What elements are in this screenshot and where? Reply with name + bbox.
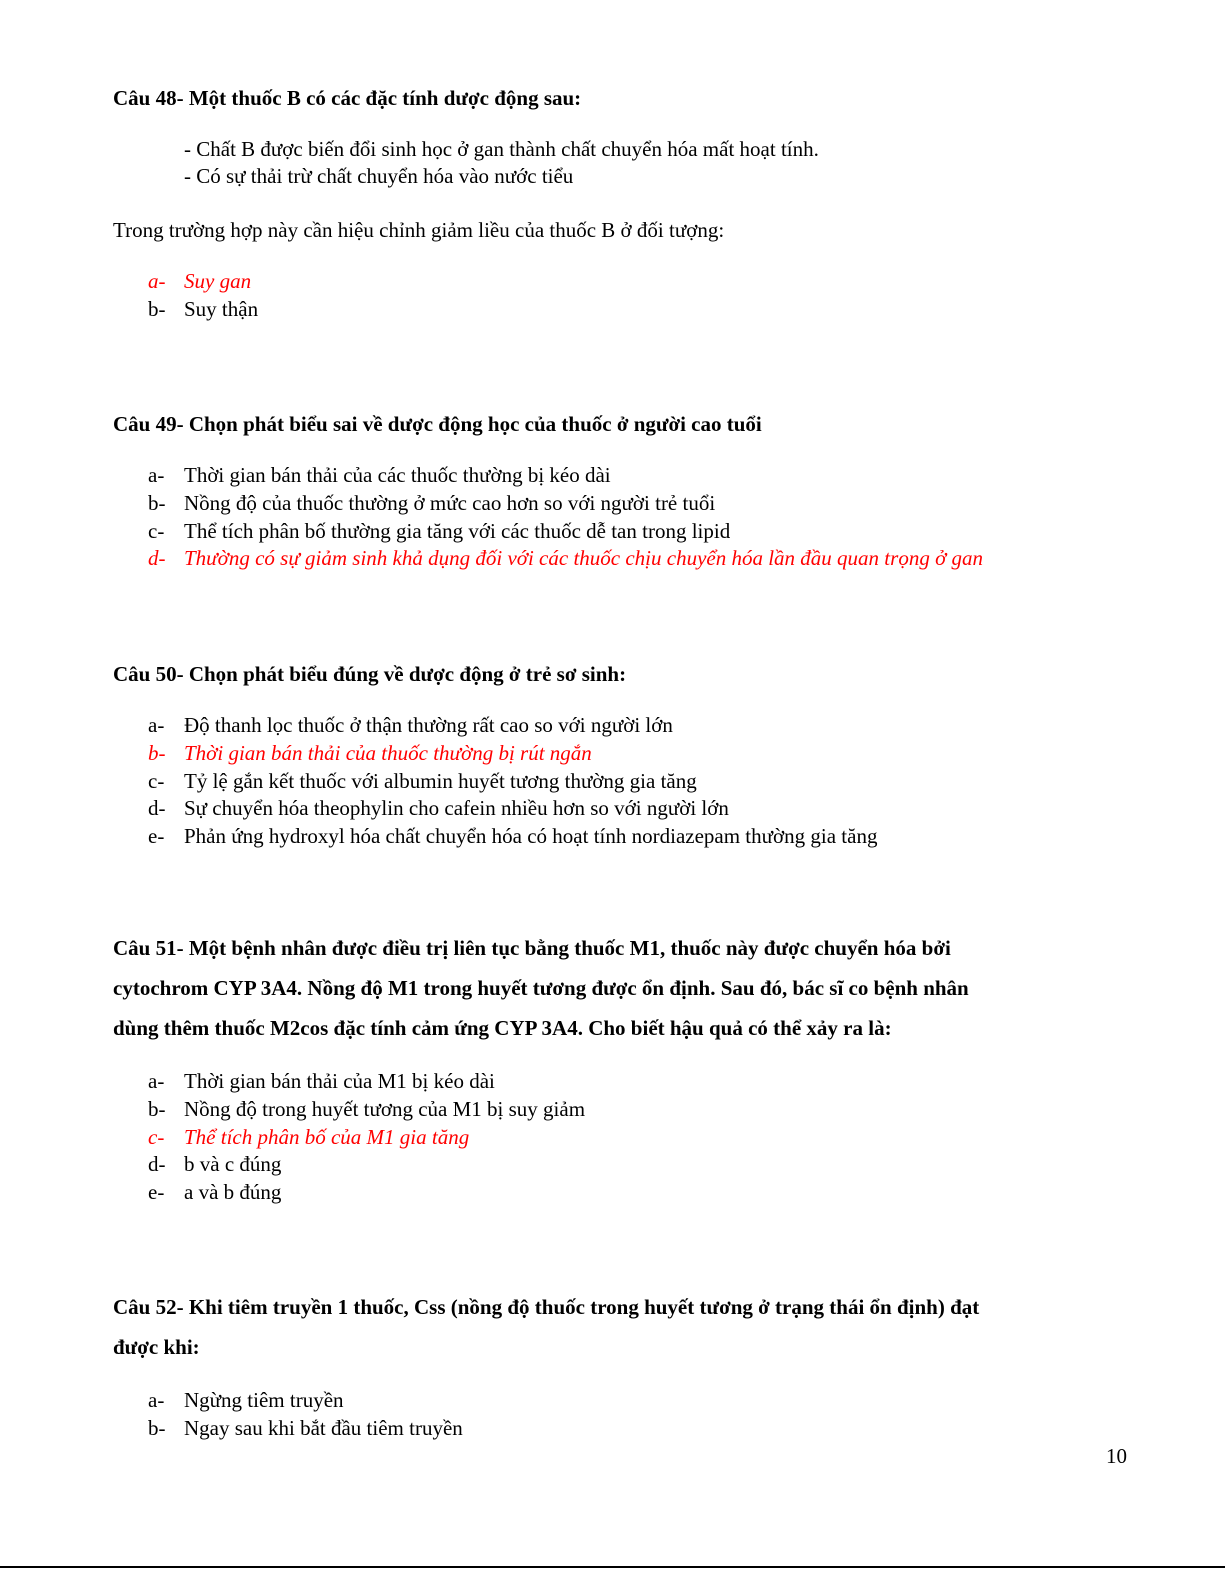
option-letter: e- <box>148 1180 165 1205</box>
answer-option-c <box>148 768 1113 796</box>
answer-options <box>148 462 1113 573</box>
detail-line: - Có sự thải trừ chất chuyển hóa vào nước tiểu <box>184 164 574 188</box>
option-letter: e- <box>148 824 165 849</box>
option-text: Thời gian bán thải của các thuốc thường bị kéo dài <box>184 463 611 487</box>
option-letter: a- <box>148 269 166 293</box>
option-text: Ngay sau khi bắt đầu tiêm truyền <box>184 1415 463 1440</box>
question-51 <box>113 928 1113 1207</box>
option-letter: a- <box>148 1388 165 1412</box>
option-letter: a- <box>148 463 165 487</box>
question-title <box>113 1287 1113 1367</box>
answer-option-b <box>148 490 1113 518</box>
answer-options <box>148 268 1113 324</box>
option-letter: d- <box>148 796 166 821</box>
answer-option-a <box>148 712 1113 740</box>
answer-option-d <box>148 1151 1113 1179</box>
answer-option-a <box>148 462 1113 490</box>
question-stem: Trong trường hợp này cần hiệu chỉnh giảm liều của thuốc B ở đối tượng: <box>113 218 725 242</box>
question-title-line: dùng thêm thuốc M2cos đặc tính cảm ứng CYP 3A4. Cho biết hậu quả có thể xảy ra là: <box>113 1016 892 1040</box>
page-bottom-divider <box>0 1566 1225 1568</box>
question-title <box>113 928 1113 1048</box>
option-letter: b- <box>148 1096 166 1121</box>
option-letter: b- <box>148 740 166 765</box>
question-48 <box>113 84 1113 324</box>
option-text: Thời gian bán thải của M1 bị kéo dài <box>184 1069 495 1093</box>
answer-option-b <box>148 1096 1113 1124</box>
question-title: Câu 49- Chọn phát biểu sai về dược động học của thuốc ở người cao tuổi <box>113 412 762 436</box>
answer-option-d <box>148 795 1113 823</box>
answer-options <box>148 1387 1113 1443</box>
question-title-line: được khi: <box>113 1335 200 1359</box>
question-details <box>184 136 1113 190</box>
answer-option-a <box>148 268 1113 296</box>
option-text: Thường có sự giảm sinh khả dụng đối với các thuốc chịu chuyển hóa lần đầu quan trọng ở gan <box>184 546 984 571</box>
question-52 <box>113 1287 1113 1443</box>
option-letter: a- <box>148 713 165 737</box>
option-text: Thể tích phân bố của M1 gia tăng <box>184 1124 470 1149</box>
option-text: Ngừng tiêm truyền <box>184 1388 344 1412</box>
answer-option-b <box>148 740 1113 768</box>
question-title-line: Câu 51- Một bệnh nhân được điều trị liên tục bằng thuốc M1, thuốc này được chuyển hóa bởi <box>113 936 951 960</box>
answer-option-a <box>148 1068 1113 1096</box>
answer-option-a <box>148 1387 1113 1415</box>
option-text: Độ thanh lọc thuốc ở thận thường rất cao so với người lớn <box>184 713 673 737</box>
option-text: Thời gian bán thải của thuốc thường bị rút ngắn <box>184 740 592 765</box>
question-title: Câu 48- Một thuốc B có các đặc tính dược động sau: <box>113 86 582 110</box>
option-text: Suy thận <box>184 296 259 321</box>
option-text: Suy gan <box>184 269 252 293</box>
question-50 <box>113 660 1113 851</box>
page-number: 10 <box>1106 1444 1127 1468</box>
question-title: Câu 50- Chọn phát biểu đúng về dược động ở trẻ sơ sinh: <box>113 662 627 686</box>
answer-option-d <box>148 545 1113 573</box>
option-text: Thể tích phân bố thường gia tăng với các thuốc dễ tan trong lipid <box>184 518 731 543</box>
option-text: Nồng độ trong huyết tương của M1 bị suy giảm <box>184 1096 586 1121</box>
option-text: a và b đúng <box>184 1180 282 1205</box>
option-letter: c- <box>148 768 165 793</box>
question-49 <box>113 410 1113 573</box>
answer-options <box>148 712 1113 851</box>
option-text: b và c đúng <box>184 1152 282 1177</box>
answer-option-c <box>148 518 1113 546</box>
option-letter: c- <box>148 1124 165 1149</box>
answer-option-e <box>148 1179 1113 1207</box>
option-letter: a- <box>148 1069 165 1093</box>
answer-option-b <box>148 1415 1113 1443</box>
option-text: Nồng độ của thuốc thường ở mức cao hơn so với người trẻ tuổi <box>184 490 716 515</box>
answer-option-b <box>148 296 1113 324</box>
option-letter: b- <box>148 1415 166 1440</box>
question-title-line: cytochrom CYP 3A4. Nồng độ M1 trong huyết tương được ổn định. Sau đó, bác sĩ co bệnh nhân <box>113 976 969 1000</box>
answer-option-c <box>148 1124 1113 1152</box>
answer-option-e <box>148 823 1113 851</box>
option-letter: b- <box>148 490 166 515</box>
option-letter: b- <box>148 296 166 321</box>
option-letter: d- <box>148 546 166 571</box>
option-text: Sự chuyển hóa theophylin cho cafein nhiều hơn so với người lớn <box>184 796 729 821</box>
option-letter: d- <box>148 1152 166 1177</box>
detail-line: - Chất B được biến đổi sinh học ở gan thành chất chuyển hóa mất hoạt tính. <box>184 137 819 161</box>
question-title-line: Câu 52- Khi tiêm truyền 1 thuốc, Css (nồng độ thuốc trong huyết tương ở trạng thái ổn định) đạt <box>113 1295 980 1319</box>
answer-options <box>148 1068 1113 1207</box>
option-letter: c- <box>148 518 165 543</box>
option-text: Tỷ lệ gắn kết thuốc với albumin huyết tương thường gia tăng <box>184 768 697 793</box>
option-text: Phản ứng hydroxyl hóa chất chuyển hóa có hoạt tính nordiazepam thường gia tăng <box>184 824 878 849</box>
